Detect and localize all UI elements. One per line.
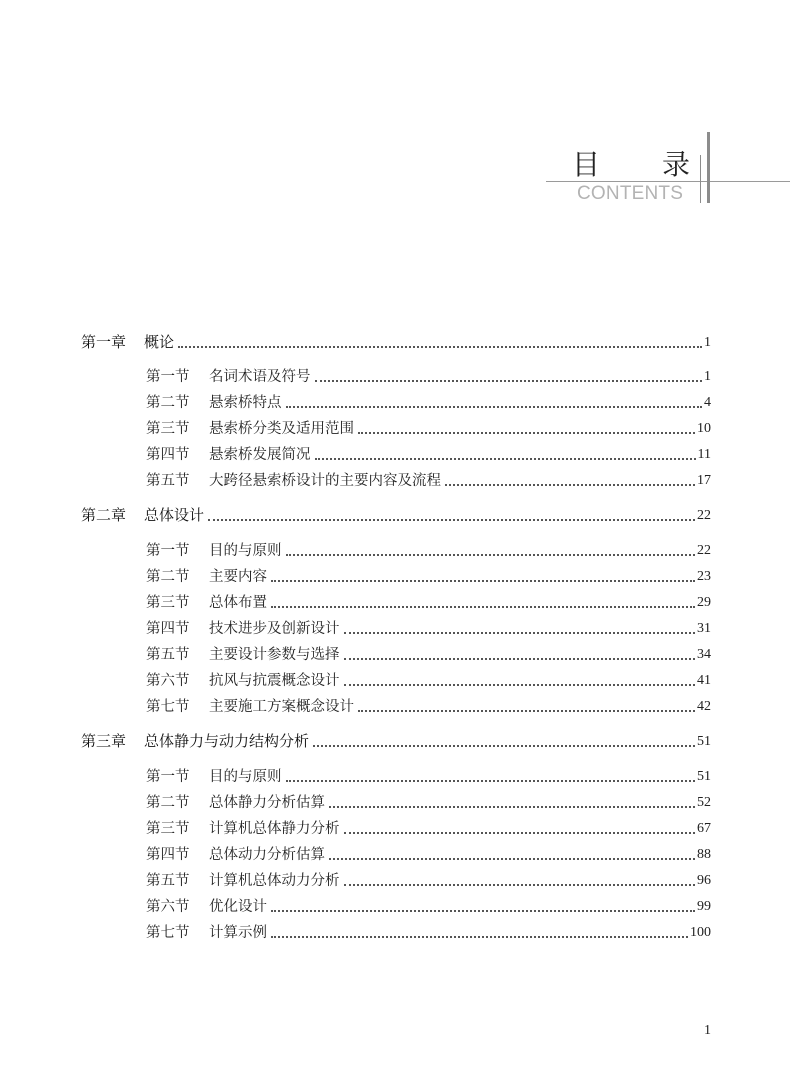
toc-section-entry[interactable] bbox=[0, 470, 790, 490]
page-ref: 1 bbox=[704, 369, 711, 384]
page-ref: 22 bbox=[697, 543, 711, 558]
page-ref: 34 bbox=[697, 647, 711, 662]
section-title: 总体布置 bbox=[209, 594, 267, 611]
toc-section-entry[interactable] bbox=[0, 392, 790, 412]
dot-leader bbox=[208, 519, 695, 521]
page-ref: 29 bbox=[697, 595, 711, 610]
chapter-number: 第一章 bbox=[81, 333, 127, 351]
section-number: 第四节 bbox=[146, 446, 190, 463]
toc-heading-char: 目 bbox=[572, 148, 601, 181]
section-number: 第五节 bbox=[146, 872, 190, 889]
toc-section-entry[interactable] bbox=[0, 792, 790, 812]
page-ref: 1 bbox=[704, 335, 711, 350]
page-ref: 10 bbox=[697, 421, 711, 436]
dot-leader bbox=[445, 484, 695, 486]
section-number: 第三节 bbox=[146, 594, 190, 611]
dot-leader bbox=[315, 458, 696, 460]
dot-leader bbox=[313, 745, 695, 747]
section-title: 目的与原则 bbox=[209, 542, 282, 559]
page-ref: 11 bbox=[697, 447, 711, 462]
header-bar-thin bbox=[700, 155, 701, 203]
section-number: 第三节 bbox=[146, 420, 190, 437]
page-ref: 88 bbox=[697, 847, 711, 862]
section-title: 主要内容 bbox=[209, 568, 267, 585]
header-rule bbox=[546, 181, 790, 182]
section-number: 第二节 bbox=[146, 394, 190, 411]
section-title: 悬索桥分类及适用范围 bbox=[209, 420, 354, 437]
chapter-number: 第二章 bbox=[81, 506, 127, 524]
toc-section-entry[interactable] bbox=[0, 566, 790, 586]
section-number: 第三节 bbox=[146, 820, 190, 837]
section-title: 技术进步及创新设计 bbox=[209, 620, 340, 637]
chapter-title: 总体静力与动力结构分析 bbox=[144, 732, 310, 750]
page-ref: 100 bbox=[690, 925, 711, 940]
toc-section-entry[interactable] bbox=[0, 766, 790, 786]
toc-section-entry[interactable] bbox=[0, 540, 790, 560]
toc-chapter-entry[interactable] bbox=[0, 505, 790, 525]
section-title: 总体动力分析估算 bbox=[209, 846, 325, 863]
toc-section-entry[interactable] bbox=[0, 922, 790, 942]
dot-leader bbox=[329, 858, 695, 860]
toc-subtitle: CONTENTS bbox=[577, 183, 684, 204]
dot-leader bbox=[271, 910, 695, 912]
dot-leader bbox=[358, 710, 695, 712]
section-title: 名词术语及符号 bbox=[209, 368, 311, 385]
toc-section-entry[interactable] bbox=[0, 366, 790, 386]
toc-section-entry[interactable] bbox=[0, 696, 790, 716]
section-title: 总体静力分析估算 bbox=[209, 794, 325, 811]
dot-leader bbox=[329, 806, 695, 808]
section-title: 悬索桥发展简况 bbox=[209, 446, 311, 463]
section-number: 第六节 bbox=[146, 672, 190, 689]
section-title: 计算示例 bbox=[209, 924, 267, 941]
section-title: 悬索桥特点 bbox=[209, 394, 282, 411]
section-number: 第四节 bbox=[146, 620, 190, 637]
toc-section-entry[interactable] bbox=[0, 618, 790, 638]
section-title: 抗风与抗震概念设计 bbox=[209, 672, 340, 689]
dot-leader bbox=[344, 632, 695, 634]
chapter-title: 概论 bbox=[144, 333, 175, 351]
dot-leader bbox=[271, 580, 695, 582]
dot-leader bbox=[271, 936, 688, 938]
chapter-title: 总体设计 bbox=[144, 506, 205, 524]
page-ref: 17 bbox=[697, 473, 711, 488]
dot-leader bbox=[286, 554, 695, 556]
toc-section-entry[interactable] bbox=[0, 444, 790, 464]
section-number: 第二节 bbox=[146, 568, 190, 585]
page-ref: 67 bbox=[697, 821, 711, 836]
page-number: 1 bbox=[704, 1023, 711, 1038]
section-title: 大跨径悬索桥设计的主要内容及流程 bbox=[209, 472, 441, 489]
toc-heading-char: 录 bbox=[661, 148, 690, 181]
section-number: 第二节 bbox=[146, 794, 190, 811]
section-title: 主要施工方案概念设计 bbox=[209, 698, 354, 715]
dot-leader bbox=[178, 346, 702, 348]
page-ref: 51 bbox=[697, 769, 711, 784]
dot-leader bbox=[315, 380, 702, 382]
dot-leader bbox=[271, 606, 695, 608]
section-title: 目的与原则 bbox=[209, 768, 282, 785]
page-ref: 22 bbox=[697, 508, 711, 523]
section-number: 第一节 bbox=[146, 542, 190, 559]
page-ref: 52 bbox=[697, 795, 711, 810]
dot-leader bbox=[358, 432, 695, 434]
section-number: 第五节 bbox=[146, 472, 190, 489]
toc-section-entry[interactable] bbox=[0, 818, 790, 838]
toc-section-entry[interactable] bbox=[0, 592, 790, 612]
section-title: 主要设计参数与选择 bbox=[209, 646, 340, 663]
section-number: 第一节 bbox=[146, 368, 190, 385]
section-number: 第六节 bbox=[146, 898, 190, 915]
header-bar-thick bbox=[707, 132, 710, 203]
toc-section-entry[interactable] bbox=[0, 870, 790, 890]
section-number: 第五节 bbox=[146, 646, 190, 663]
dot-leader bbox=[286, 406, 702, 408]
section-title: 计算机总体动力分析 bbox=[209, 872, 340, 889]
section-number: 第四节 bbox=[146, 846, 190, 863]
chapter-number: 第三章 bbox=[81, 732, 127, 750]
toc-section-entry[interactable] bbox=[0, 418, 790, 438]
toc-section-entry[interactable] bbox=[0, 670, 790, 690]
toc-section-entry[interactable] bbox=[0, 896, 790, 916]
page-ref: 99 bbox=[697, 899, 711, 914]
section-title: 优化设计 bbox=[209, 898, 267, 915]
page-ref: 41 bbox=[697, 673, 711, 688]
dot-leader bbox=[344, 832, 695, 834]
dot-leader bbox=[344, 884, 695, 886]
toc-section-entry[interactable] bbox=[0, 644, 790, 664]
section-number: 第七节 bbox=[146, 924, 190, 941]
dot-leader bbox=[286, 780, 695, 782]
toc-chapter-entry[interactable] bbox=[0, 332, 790, 352]
dot-leader bbox=[344, 684, 695, 686]
page-ref: 23 bbox=[697, 569, 711, 584]
section-number: 第一节 bbox=[146, 768, 190, 785]
dot-leader bbox=[344, 658, 695, 660]
page-ref: 51 bbox=[697, 734, 711, 749]
toc-heading bbox=[572, 143, 690, 183]
section-title: 计算机总体静力分析 bbox=[209, 820, 340, 837]
page-ref: 42 bbox=[697, 699, 711, 714]
section-number: 第七节 bbox=[146, 698, 190, 715]
toc-section-entry[interactable] bbox=[0, 844, 790, 864]
page-ref: 31 bbox=[697, 621, 711, 636]
page-ref: 96 bbox=[697, 873, 711, 888]
page-ref: 4 bbox=[704, 395, 711, 410]
toc-chapter-entry[interactable] bbox=[0, 731, 790, 751]
